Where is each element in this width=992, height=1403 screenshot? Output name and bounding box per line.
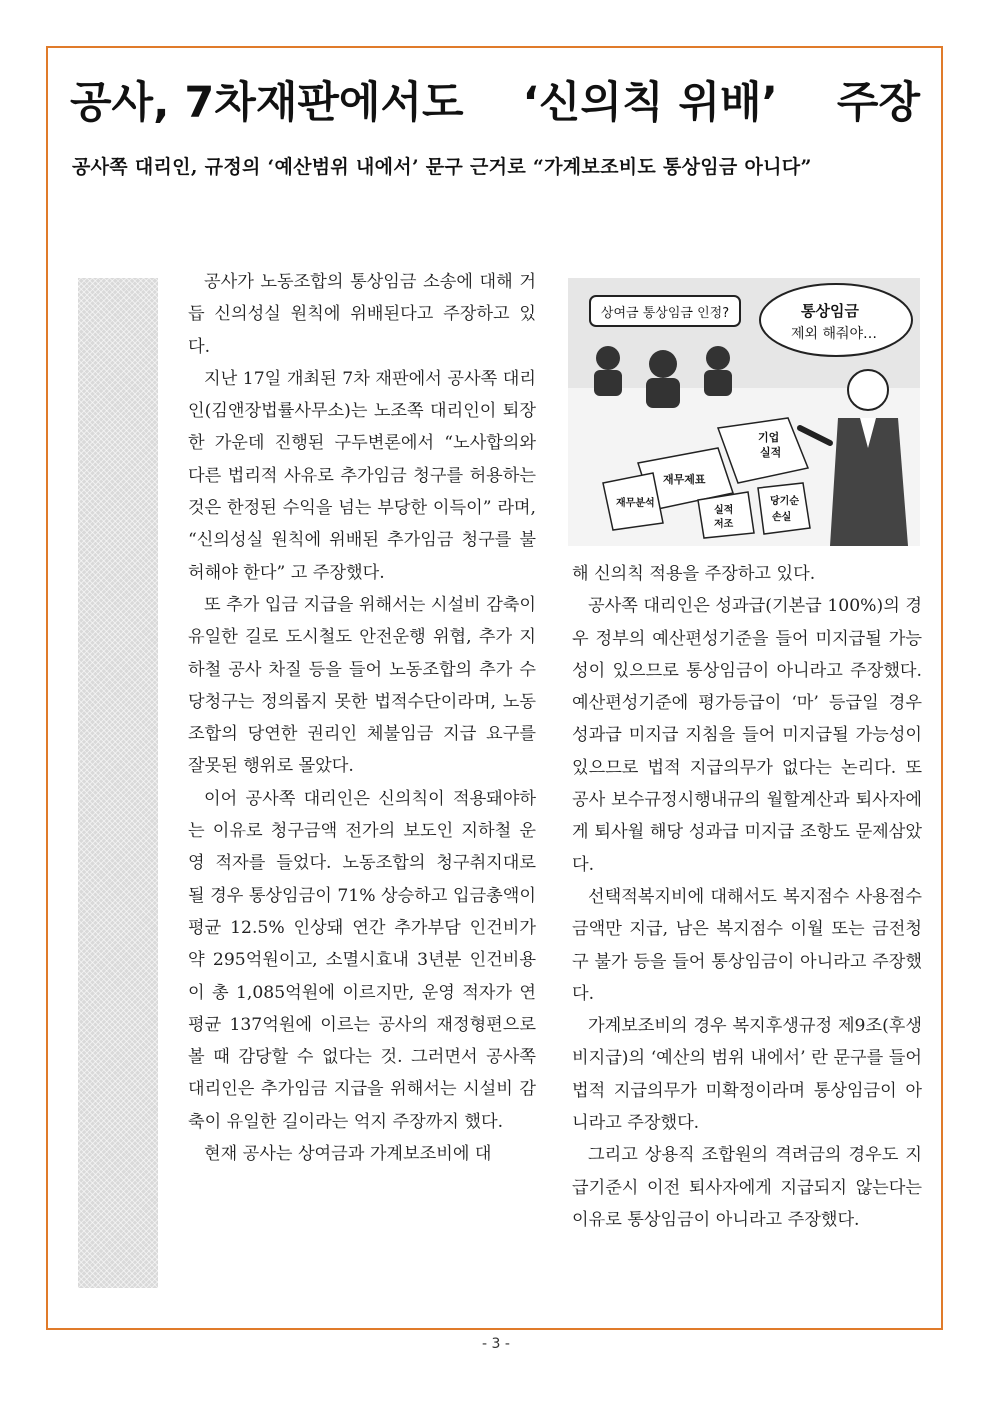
title-part-3: 주장 <box>836 78 920 128</box>
article-column-1 <box>188 266 536 1170</box>
paper-label: 재무제표 <box>663 473 706 486</box>
cartoon-sign-text: 상여금 통상임금 인정? <box>600 306 730 321</box>
cartoon-speech-line1: 통상임금 <box>801 302 859 320</box>
paragraph: 선택적복지비에 대해서도 복지점수 사용점수 금액만 지급, 남은 복지점수 이월 또는 금전청구 불가 등을 들어 통상임금이 아니라고 주장했다. <box>572 886 922 1004</box>
paragraph: 가계보조비의 경우 복지후생규정 제9조(후생비지급)의 ‘예산의 범위 내에서’ 란 문구를 들어 법적 지급의무가 미확정이라며 통상임금이 아니라고 주장했다. <box>572 1016 922 1134</box>
paper-label: 실적 <box>714 505 734 516</box>
editorial-cartoon <box>568 278 920 546</box>
paragraph: 그리고 상용직 조합원의 격려금의 경우도 지급기준시 이전 퇴사자에게 지급되지 않는다는 이유로 통상임금이 아니라고 주장했다. <box>572 1145 922 1230</box>
article-column-2 <box>572 558 922 1236</box>
paragraph: 또 추가 입금 지급을 위해서는 시설비 감축이 유일한 길로 도시철도 안전운행 위협, 추가 지하철 공사 차질 등을 들어 노동조합의 추가 수당청구는 정의롭지 못한 법적수단이라며, 노동조합의 당연한 권리인 체불임금 지급 요구를 잘못된 행위로 몰았다. <box>188 594 536 777</box>
paper-label: 재무분석 <box>616 498 655 509</box>
title-part-2: ‘신의칙 위배’ <box>522 78 778 128</box>
page-number: - 3 - <box>482 1336 510 1352</box>
cartoon-speech-line2: 제외 해줘야… <box>790 326 878 342</box>
paragraph: 현재 공사는 상여금과 가계보조비에 대 <box>204 1144 492 1165</box>
headline-title <box>70 68 920 138</box>
decorative-hatch-bar <box>78 278 158 1288</box>
paper-label: 실적 <box>760 446 782 459</box>
paragraph: 지난 17일 개최된 7차 재판에서 공사쪽 대리인(김앤장법률사무소)는 노조쪽 대리인이 퇴장한 가운데 진행된 구두변론에서 “노사합의와 다른 법리적 사유로 추가임금 청구를 허용하는 것은 한정된 수익을 넘는 부당한 이득이” 라며, “신의성실 원칙에 위배된 추가임금 청구를 불허해야 한다” 고 주장했다. <box>188 368 536 583</box>
paper-label: 저조 <box>714 519 734 530</box>
paragraph: 공사가 노동조합의 통상임금 소송에 대해 거듭 신의성실 원칙에 위배된다고 주장하고 있다. <box>188 272 536 357</box>
paragraph: 공사쪽 대리인은 성과급(기본급 100%)의 경우 정부의 예산편성기준을 들어 미지급될 가능성이 있으므로 통상임금이 아니라고 주장했다. 예산편성기준에 평가등급이 ‘마’ 등급일 경우 성과급 미지급 지침을 들어 미지급될 가능성이 있으므로 법적 지급의무가 없다는 논리다. 또 공사 보수규정시행내규의 월할계산과 퇴사자에게 퇴사월 해당 성과급 미지급 조항도 문제삼았다. <box>572 596 922 875</box>
paragraph: 이어 공사쪽 대리인은 신의칙이 적용돼야하는 이유로 청구금액 전가의 보도인 지하철 운영 적자를 들었다. 노동조합의 청구취지대로 될 경우 통상임금이 71% 상승하고 입금총액이 평균 12.5% 인상돼 연간 추가부담 인건비가 약 295억원이고, 소멸시효내 3년분 인건비용이 총 1,085억원에 이르지만, 운영 적자가 연평균 137억원에 이르는 공사의 재정형편으로 볼 때 감당할 수 없다는 것. 그러면서 공사쪽 대리인은 추가임금 지급을 위해서는 시설비 감축이 유일한 길이라는 억지 주장까지 했다. <box>188 788 536 1132</box>
headline-subtitle: 공사쪽 대리인, 규정의 ‘예산범위 내에서’ 문구 근거로 “가계보조비도 통상임금 아니다” <box>72 156 812 178</box>
paper-label: 손실 <box>772 512 792 523</box>
paper-label: 당기순 <box>770 496 799 507</box>
paper-label: 기업 <box>758 431 780 444</box>
paragraph: 해 신의칙 적용을 주장하고 있다. <box>572 564 816 584</box>
title-part-1: 공사, 7차재판에서도 <box>70 78 464 128</box>
